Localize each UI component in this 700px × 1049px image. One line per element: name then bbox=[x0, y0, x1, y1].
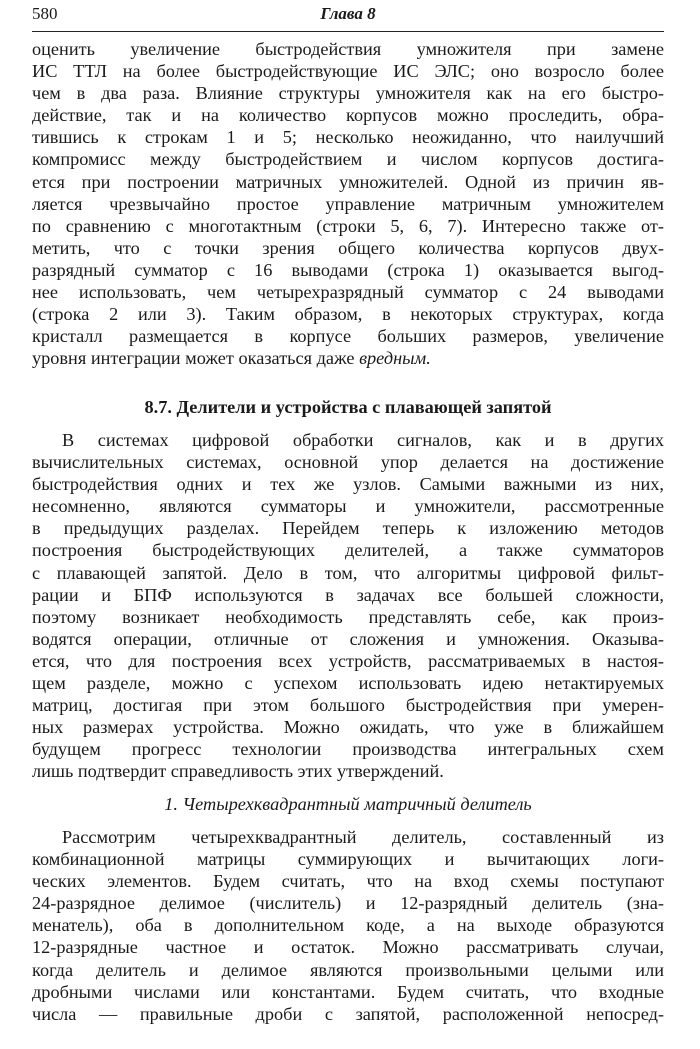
book-page bbox=[32, 0, 664, 1049]
text-line: 24-разрядное делимое (числитель) и 12-разрядный делитель (зна- bbox=[32, 893, 664, 914]
text-line: разрядный сумматор с 16 выводами (строка 1) оказывается выгод- bbox=[32, 259, 664, 280]
text-line: ных размерах устройства. Можно ожидать, что уже в ближайшем bbox=[32, 717, 664, 738]
text-line: Рассмотрим четырехквадрантный делитель, составленный из bbox=[62, 827, 664, 847]
text-line: в предыдущих разделах. Перейдем теперь к изложению методов bbox=[32, 518, 664, 539]
text-line: будущем прогресс технологии производства интегральных схем bbox=[32, 739, 664, 760]
text-line: тившись к строкам 1 и 5; несколько неожиданно, что наилучший bbox=[32, 127, 664, 148]
text-line: компромисс между быстродействием и числом корпусов достига- bbox=[32, 149, 664, 170]
text-line: построения быстродействующих делителей, а также сумматоров bbox=[32, 540, 664, 561]
text-line: комбинационной матрицы суммирующих и вычитающих логи- bbox=[32, 849, 664, 870]
text-line: чем в два раза. Влияние структуры умножителя как на его быстро- bbox=[32, 83, 664, 104]
text-line: (строка 2 или 3). Таким образом, в некоторых структурах, когда bbox=[32, 304, 664, 325]
text-line: быстродействия одних и тех же узлов. Самыми важными из них, bbox=[32, 474, 664, 495]
text-line: ется при построении матричных умножителей. Одной из причин яв- bbox=[32, 171, 664, 192]
text-line: поэтому возникает необходимость представлять себе, как произ- bbox=[32, 606, 664, 627]
text-line: действие, так и на количество корпусов можно проследить, обра- bbox=[32, 105, 664, 126]
text-line: несомненно, являются сумматоры и умножители, рассмотренные bbox=[32, 496, 664, 517]
text-line: нее использовать, чем четырехразрядный сумматор с 24 выводами bbox=[32, 282, 664, 303]
header-rule bbox=[32, 31, 664, 32]
page-number: 580 bbox=[32, 4, 58, 23]
text-line: вычислительных системах, основной упор делается на достижение bbox=[32, 452, 664, 473]
text-line: лишь подтвердит справедливость этих утверждений. bbox=[32, 761, 444, 782]
text-line: матриц, достигая при этом большого быстродействия при умерен- bbox=[32, 695, 664, 716]
text-line: ется, что для построения всех устройств, рассматриваемых в настоя- bbox=[32, 650, 664, 671]
subsection-heading: 1. Четырехквадрантный матричный делитель bbox=[164, 794, 532, 814]
running-head bbox=[32, 4, 664, 28]
text-line: рации и БПФ используются в задачах все большей сложности, bbox=[32, 584, 664, 605]
paragraph-3 bbox=[32, 826, 664, 1025]
text-line: с плавающей запятой. Дело в том, что алгоритмы цифровой фильт- bbox=[32, 562, 664, 583]
text-line bbox=[32, 347, 664, 369]
text-line: водятся операции, отличные от сложения и умножения. Оказыва- bbox=[32, 628, 664, 649]
chapter-title: Глава 8 bbox=[320, 4, 376, 23]
text-line: 12-разрядные частное и остаток. Можно рассматривать случаи, bbox=[32, 937, 664, 958]
text-line: В системах цифровой обработки сигналов, как и в других bbox=[62, 430, 664, 450]
text-line: дробными числами или константами. Будем считать, что входные bbox=[32, 981, 664, 1002]
section-heading: 8.7. Делители и устройства с плавающей запятой bbox=[144, 397, 552, 417]
text-line: по сравнению с многотактным (строки 5, 6, 7). Интересно также от- bbox=[32, 215, 664, 236]
text-line: ляется чрезвычайно простое управление матричным умножителем bbox=[32, 193, 664, 214]
text-line: менатель), оба в дополнительном коде, а на выходе образуются bbox=[32, 915, 664, 936]
text-line: кристалл размещается в корпусе больших размеров, увеличение bbox=[32, 326, 664, 347]
text-fragment: уровня интеграции может оказаться даже bbox=[32, 348, 360, 369]
text-line: ИС ТТЛ на более быстродействующие ИС ЭЛС; оно возросло более bbox=[32, 61, 664, 82]
paragraph-1 bbox=[32, 38, 664, 369]
text-line: метить, что с точки зрения общего количества корпусов двух- bbox=[32, 237, 664, 258]
text-line: когда делитель и делимое являются произвольными целыми или bbox=[32, 959, 664, 980]
emphasized-word: вредным. bbox=[359, 348, 431, 369]
paragraph-2 bbox=[32, 429, 664, 783]
text-line: ческих элементов. Будем считать, что на вход схемы поступают bbox=[32, 871, 664, 892]
text-line: оценить увеличение быстродействия умножителя при замене bbox=[32, 39, 664, 59]
text-line: числа — правильные дроби с запятой, расположенной непосред- bbox=[32, 1003, 664, 1024]
text-line: щем разделе, можно с успехом использовать идею нетактируемых bbox=[32, 673, 664, 694]
